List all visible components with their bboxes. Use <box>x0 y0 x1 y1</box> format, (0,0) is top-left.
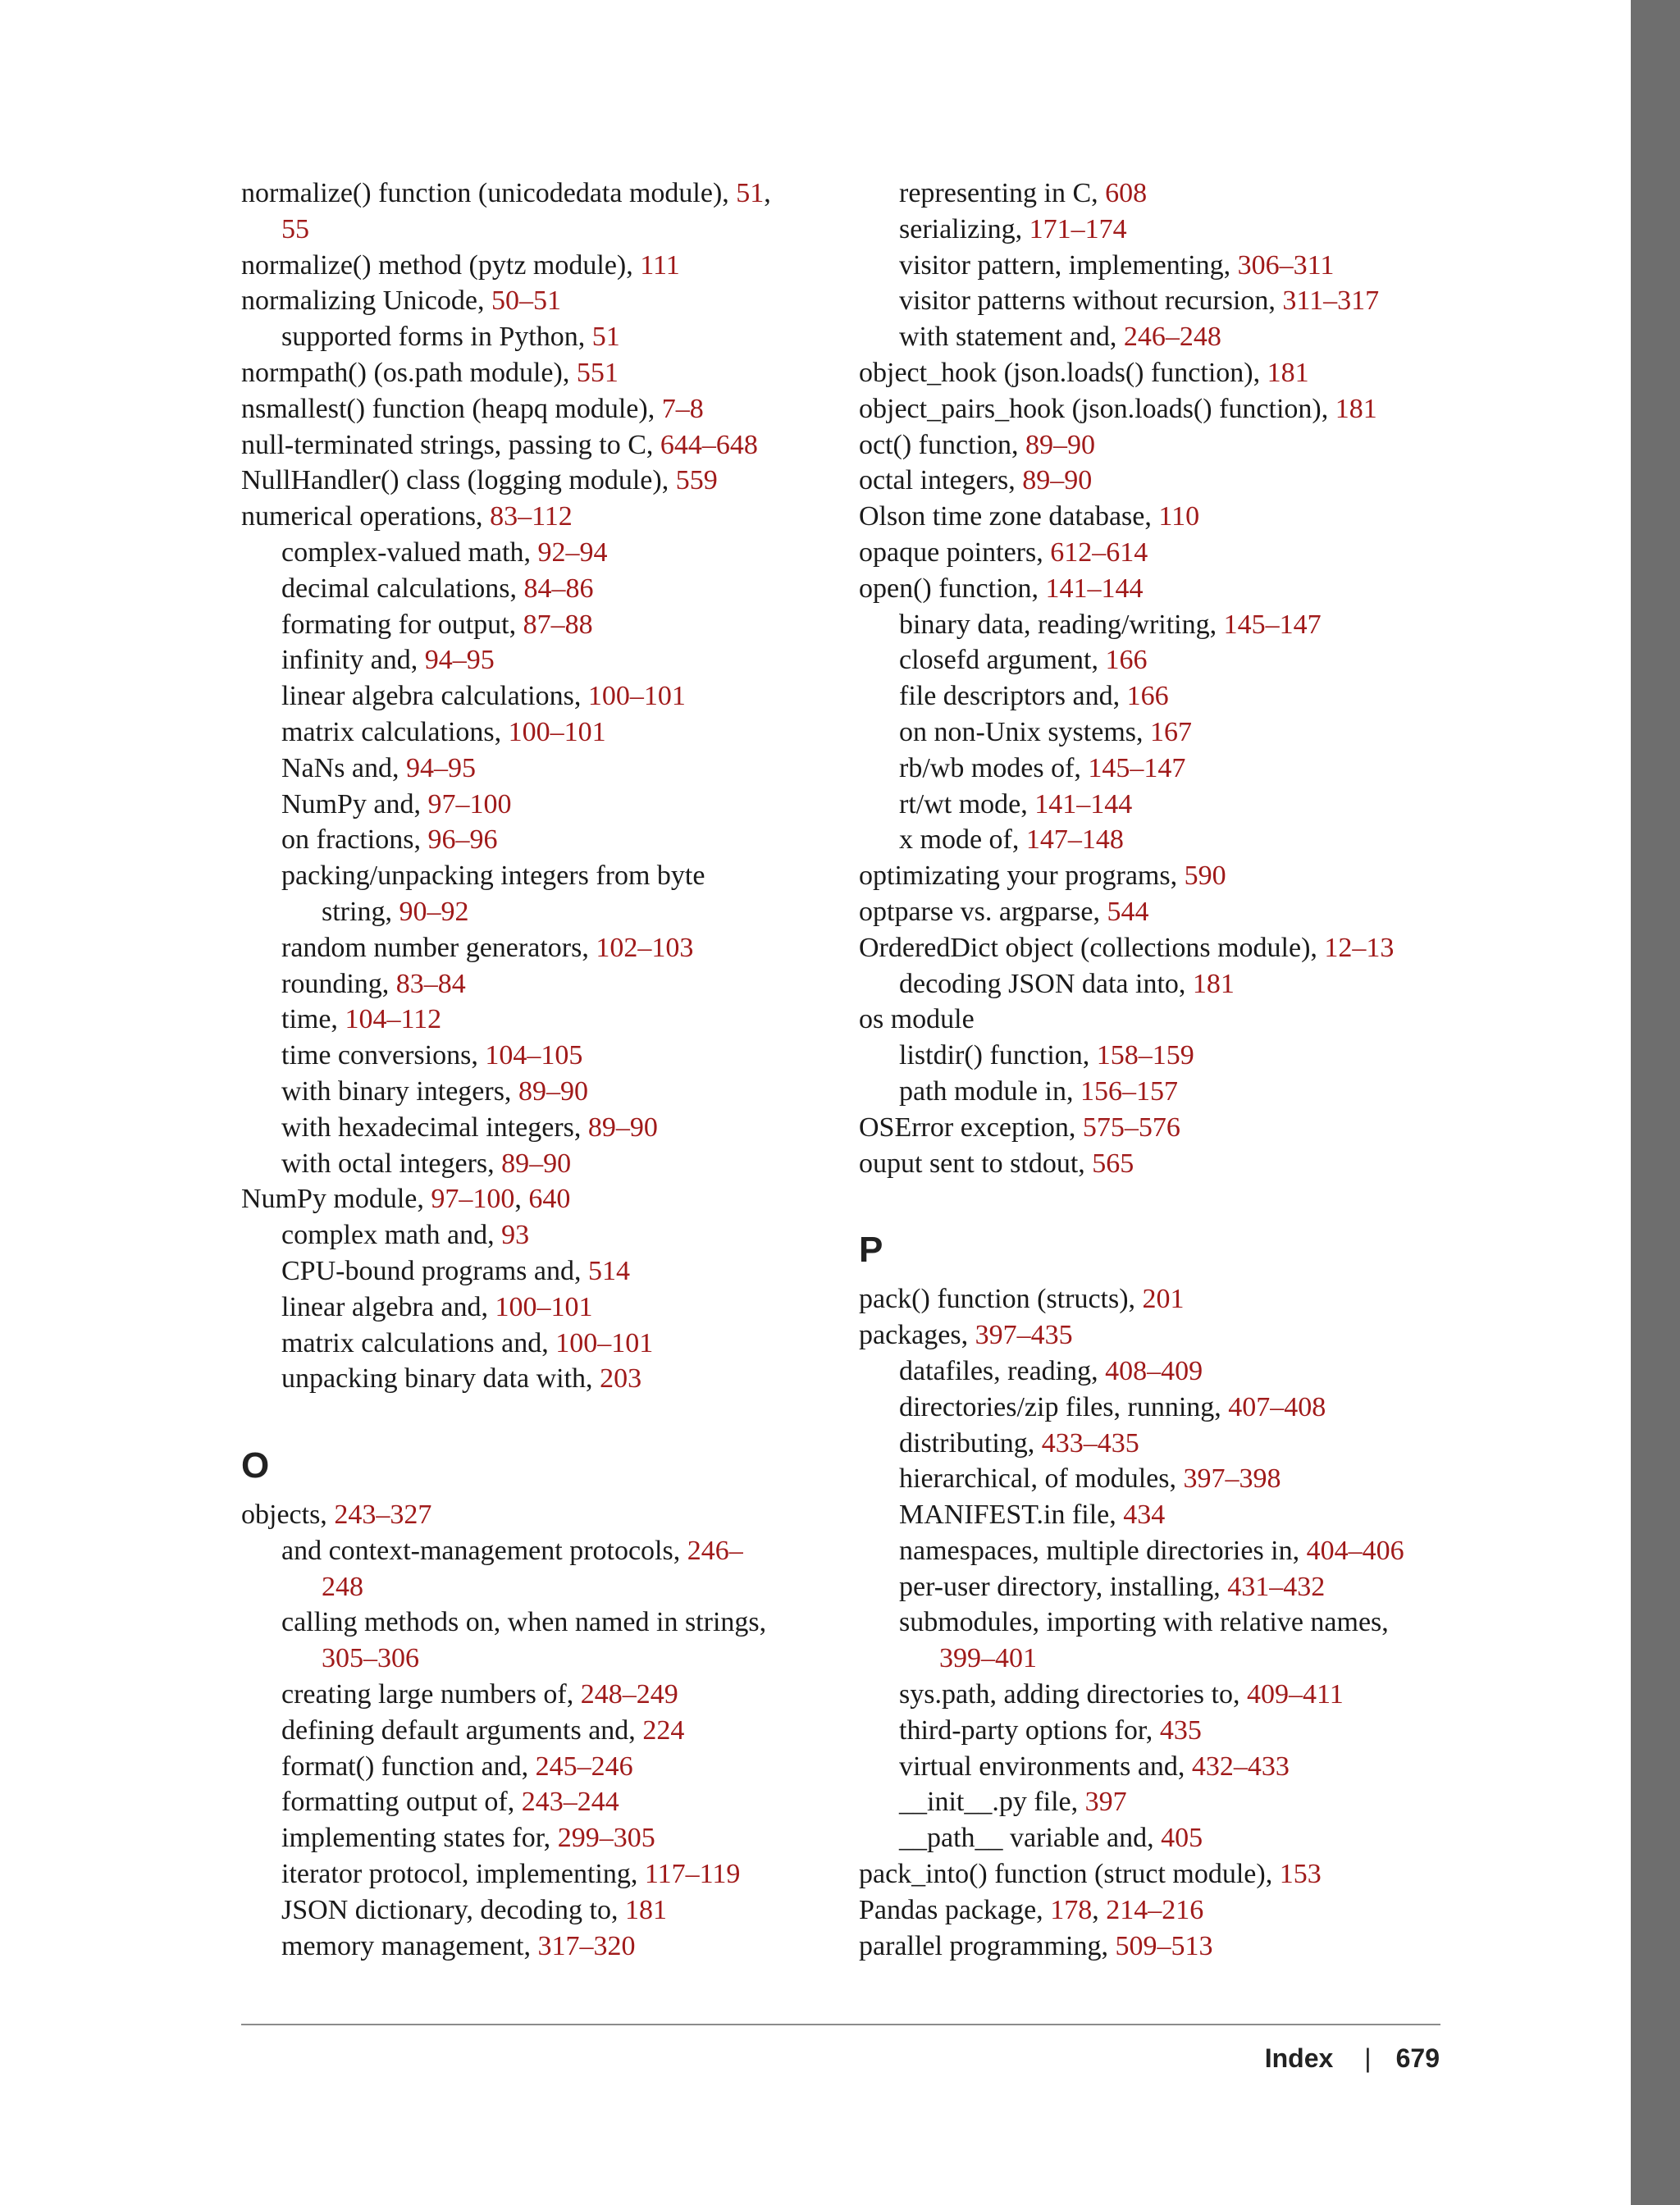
page-reference-link[interactable]: 90–92 <box>399 896 469 927</box>
index-entry <box>241 930 832 966</box>
index-term: per-user directory, installing, <box>899 1571 1228 1602</box>
index-entry <box>241 642 832 678</box>
page-reference-link[interactable]: 575–576 <box>1082 1112 1180 1143</box>
index-entry <box>241 1002 832 1038</box>
page-reference-link[interactable]: 311–317 <box>1282 285 1380 317</box>
index-entry <box>859 463 1466 499</box>
page-reference-link[interactable]: 117–119 <box>644 1859 741 1890</box>
index-entry <box>241 1110 832 1146</box>
index-term: normalize() method (pytz module), <box>241 249 641 281</box>
page-reference-link[interactable]: 404–406 <box>1306 1535 1404 1566</box>
page-reference-link[interactable]: 89–90 <box>518 1075 588 1107</box>
index-entry <box>241 1217 832 1253</box>
index-entry <box>859 714 1466 751</box>
index-term: random number generators, <box>281 932 596 963</box>
page-reference-link[interactable]: 514 <box>587 1255 630 1286</box>
index-term: formatting output of, <box>281 1787 522 1818</box>
index-term: virtual environments and, <box>899 1751 1192 1782</box>
page-reference-link[interactable]: 87–88 <box>523 609 593 640</box>
page-reference-link[interactable]: 84–86 <box>523 573 594 604</box>
page-reference-link[interactable]: 248–249 <box>580 1679 678 1710</box>
page-reference-link[interactable]: 83–84 <box>395 968 466 999</box>
index-entry <box>241 535 832 571</box>
index-term: OrderedDict object (collections module), <box>859 932 1325 963</box>
index-entry <box>241 427 832 463</box>
index-entry <box>241 1784 832 1820</box>
index-term: and context-management protocols, <box>281 1535 687 1566</box>
index-term: complex-valued math, <box>281 536 538 568</box>
index-term: visitor patterns without recursion, <box>899 285 1283 317</box>
index-term: Olson time zone database, <box>859 501 1159 532</box>
page-reference-link[interactable]: 317–320 <box>537 1930 636 1961</box>
index-entry <box>859 427 1466 463</box>
index-term: implementing states for, <box>281 1823 558 1854</box>
index-term: visitor pattern, implementing, <box>899 249 1238 281</box>
index-term: format() function and, <box>281 1751 536 1782</box>
index-entry <box>241 248 832 284</box>
index-entry <box>241 894 832 930</box>
footer-section-label: Index <box>1264 2043 1334 2073</box>
index-term: representing in C, <box>899 178 1106 208</box>
index-entry <box>859 391 1466 427</box>
page-reference-link[interactable]: 141–144 <box>1045 573 1144 604</box>
page-reference-link[interactable]: 644–648 <box>660 429 758 460</box>
index-term: calling methods on, when named in strings, <box>281 1607 767 1638</box>
page-reference-link[interactable]: 100–101 <box>587 681 686 712</box>
page-reference-link[interactable]: 214–216 <box>1106 1894 1204 1925</box>
page-edge-bar <box>1631 0 1680 2205</box>
index-term: pack_into() function (struct module), <box>859 1859 1280 1890</box>
index-entry <box>859 1784 1466 1820</box>
index-entry <box>859 1605 1466 1641</box>
index-term: file descriptors and, <box>899 681 1127 712</box>
page-reference-link[interactable]: 434 <box>1123 1500 1166 1531</box>
index-term: linear algebra calculations, <box>281 681 588 712</box>
index-term: OSError exception, <box>859 1112 1083 1143</box>
index-entry <box>241 1929 832 1965</box>
index-entry <box>241 1605 832 1641</box>
index-entry <box>859 930 1466 966</box>
page-reference-link[interactable]: 50–51 <box>491 285 561 317</box>
index-term: string, <box>322 896 399 927</box>
page-reference-link[interactable]: 171–174 <box>1029 213 1127 244</box>
index-entry <box>859 607 1466 643</box>
index-entry: Pandas package, 178, 214–216 <box>859 1894 1204 1925</box>
page-reference-link[interactable]: 397–398 <box>1183 1463 1281 1495</box>
index-term: __path__ variable and, <box>899 1823 1162 1854</box>
page-reference-link[interactable]: 51 <box>736 178 765 208</box>
index-term: octal integers, <box>859 465 1023 496</box>
index-entry <box>859 1317 1466 1354</box>
index-entry <box>241 1677 832 1713</box>
index-term: Pandas package, <box>859 1894 1051 1925</box>
index-entry <box>859 283 1466 319</box>
index-term: parallel programming, <box>859 1930 1116 1961</box>
index-term: memory management, <box>281 1930 538 1961</box>
index-entry <box>859 571 1466 607</box>
page-reference-link[interactable]: 83–112 <box>490 501 573 532</box>
index-entry <box>241 607 832 643</box>
entry-trailing-punctuation: , <box>764 178 771 208</box>
index-entry <box>859 1074 1466 1110</box>
page-reference-link[interactable]: 432–433 <box>1191 1751 1290 1782</box>
page-reference-link[interactable]: 156–157 <box>1080 1075 1178 1107</box>
index-term: pack() function (structs), <box>859 1284 1143 1315</box>
index-entry <box>859 248 1466 284</box>
page-reference-link[interactable]: 243–244 <box>521 1787 619 1818</box>
page-reference-link[interactable]: 153 <box>1279 1859 1322 1890</box>
page-reference-link[interactable]: 94–95 <box>424 645 495 676</box>
index-entry <box>241 176 832 212</box>
page-reference-link[interactable]: 409–411 <box>1246 1679 1344 1710</box>
page-reference-link[interactable]: 246–248 <box>1123 322 1221 353</box>
index-column-left <box>241 176 832 1964</box>
page-reference-link[interactable]: 559 <box>675 465 718 496</box>
index-entry <box>241 678 832 714</box>
page-reference-link[interactable]: 405 <box>1161 1823 1203 1854</box>
index-entry <box>859 319 1466 355</box>
index-term: with octal integers, <box>281 1148 502 1179</box>
index-entry <box>859 1749 1466 1785</box>
index-term: JSON dictionary, decoding to, <box>281 1894 625 1925</box>
index-entry <box>241 1253 832 1290</box>
page-reference-link[interactable]: 141–144 <box>1034 788 1133 819</box>
index-term: object_pairs_hook (json.loads() function), <box>859 393 1335 424</box>
page-reference-link[interactable]: 397 <box>1084 1787 1127 1818</box>
index-term: null-terminated strings, passing to C, <box>241 429 660 460</box>
page-reference-link[interactable]: 565 <box>1092 1148 1134 1179</box>
page-reference-link[interactable]: 608 <box>1105 178 1148 208</box>
index-term: infinity and, <box>281 645 425 676</box>
index-term: supported forms in Python, <box>281 322 592 353</box>
index-term: namespaces, multiple directories in, <box>899 1535 1307 1566</box>
page-reference-link[interactable]: 93 <box>501 1220 530 1251</box>
index-entry <box>241 571 832 607</box>
page-reference-link[interactable]: 89–90 <box>1025 429 1095 460</box>
index-entry <box>859 894 1466 930</box>
page-reference-link[interactable]: 166 <box>1126 681 1169 712</box>
index-entry <box>859 858 1466 894</box>
page-reference-link[interactable]: 245–246 <box>535 1751 633 1782</box>
page-reference-link[interactable]: 201 <box>1142 1284 1185 1315</box>
index-entry <box>859 1146 1466 1182</box>
footer-rule <box>241 2024 1440 2025</box>
index-term: unpacking binary data with, <box>281 1363 600 1395</box>
index-entry <box>859 1641 1466 1677</box>
index-term: third-party options for, <box>899 1714 1160 1746</box>
index-term: opaque pointers, <box>859 536 1051 568</box>
index-term: decimal calculations, <box>281 573 524 604</box>
index-term: __init__.py file, <box>899 1787 1085 1818</box>
index-term: path module in, <box>899 1075 1080 1107</box>
index-term: sys.path, adding directories to, <box>899 1679 1247 1710</box>
index-entry <box>859 678 1466 714</box>
page-reference-link[interactable]: 299–305 <box>557 1823 655 1854</box>
page-reference-link[interactable]: 203 <box>600 1363 642 1395</box>
index-term: normalize() function (unicodedata module), <box>241 178 737 208</box>
index-term: NumPy module, <box>241 1184 431 1215</box>
index-term: submodules, importing with relative names, <box>899 1607 1389 1638</box>
index-term: closefd argument, <box>899 645 1106 676</box>
page-reference-link[interactable]: 248 <box>322 1571 363 1602</box>
index-entry <box>859 822 1466 858</box>
index-entry <box>859 1426 1466 1462</box>
index-entry <box>859 1497 1466 1533</box>
index-term: complex math and, <box>281 1220 502 1251</box>
index-term: objects, <box>241 1500 335 1531</box>
page-reference-link[interactable]: 408–409 <box>1105 1355 1203 1386</box>
index-entry <box>241 1074 832 1110</box>
index-entry <box>859 751 1466 787</box>
index-entry <box>859 535 1466 571</box>
index-term: optimizating your programs, <box>859 861 1185 892</box>
page-reference-link[interactable]: 590 <box>1184 861 1226 892</box>
index-term: distributing, <box>899 1427 1042 1459</box>
page-reference-link[interactable]: 178 <box>1050 1894 1093 1925</box>
page-reference-link[interactable]: 97–100 <box>427 788 512 819</box>
index-term: MANIFEST.in file, <box>899 1500 1124 1531</box>
index-entry <box>241 714 832 751</box>
index-entry <box>859 1281 1466 1317</box>
page-reference-link[interactable]: 97–100 <box>431 1184 515 1215</box>
page-reference-link[interactable]: 224 <box>642 1714 685 1746</box>
index-term: normalizing Unicode, <box>241 285 491 317</box>
page-reference-link[interactable]: 145–147 <box>1223 609 1322 640</box>
page-reference-link[interactable]: 397–435 <box>975 1320 1073 1351</box>
page-reference-link[interactable]: 104–112 <box>345 1004 442 1035</box>
index-term: optparse vs. argparse, <box>859 896 1107 927</box>
index-entry <box>859 499 1466 535</box>
index-entry <box>241 787 832 823</box>
page-number: 679 <box>1395 2043 1440 2073</box>
page-reference-link[interactable]: 433–435 <box>1041 1427 1139 1459</box>
index-term: binary data, reading/writing, <box>899 609 1224 640</box>
index-entry <box>241 966 832 1002</box>
index-entry <box>241 1326 832 1362</box>
page-reference-link[interactable]: 305–306 <box>322 1643 419 1674</box>
index-term: time, <box>281 1004 345 1035</box>
page-reference-link[interactable]: 181 <box>1192 968 1235 999</box>
index-term: oct() function, <box>859 429 1025 460</box>
index-entry <box>859 1677 1466 1713</box>
index-entry <box>859 1354 1466 1390</box>
index-entry <box>241 319 832 355</box>
index-entry <box>859 1569 1466 1605</box>
index-term: nsmallest() function (heapq module), <box>241 393 662 424</box>
page-reference-link[interactable]: 7–8 <box>661 393 704 424</box>
index-term: with statement and, <box>899 322 1124 353</box>
index-entry <box>241 858 832 894</box>
index-entry <box>241 1497 832 1533</box>
page-reference-link[interactable]: 147–148 <box>1025 824 1124 856</box>
index-section-letter: P <box>859 1230 883 1271</box>
index-term: on fractions, <box>281 824 428 856</box>
index-term: packages, <box>859 1320 975 1351</box>
page-reference-link[interactable]: 181 <box>624 1894 667 1925</box>
index-entry <box>859 1390 1466 1426</box>
index-entry <box>859 966 1466 1002</box>
index-term: linear algebra and, <box>281 1291 495 1322</box>
index-entry <box>241 1820 832 1856</box>
index-entry <box>241 751 832 787</box>
page-reference-link[interactable]: 89–90 <box>501 1148 572 1179</box>
index-term: on non-Unix systems, <box>899 716 1150 747</box>
index-entry <box>859 1461 1466 1497</box>
index-term: hierarchical, of modules, <box>899 1463 1184 1495</box>
index-term: x mode of, <box>899 824 1026 856</box>
index-entry <box>241 1361 832 1397</box>
index-entry <box>859 176 1466 212</box>
page-reference-link[interactable]: 544 <box>1107 896 1149 927</box>
index-entry <box>241 822 832 858</box>
page-reference-link[interactable]: 181 <box>1335 393 1377 424</box>
index-entry <box>241 1038 832 1074</box>
page-reference-link[interactable]: 181 <box>1267 357 1309 388</box>
index-term: with hexadecimal integers, <box>281 1112 588 1143</box>
index-term: open() function, <box>859 573 1046 604</box>
index-entry <box>859 642 1466 678</box>
page-reference-link[interactable]: 640 <box>528 1184 571 1215</box>
index-term: matrix calculations, <box>281 716 509 747</box>
page-reference-link[interactable]: 89–90 <box>1022 465 1093 496</box>
index-entry <box>241 1569 832 1605</box>
page-reference-link[interactable]: 111 <box>640 249 680 281</box>
index-entry <box>241 212 832 248</box>
index-term: NullHandler() class (logging module), <box>241 465 676 496</box>
page-reference-link[interactable]: 100–101 <box>508 716 606 747</box>
index-term: numerical operations, <box>241 501 491 532</box>
index-entry <box>241 463 832 499</box>
page-reference-link[interactable]: 243–327 <box>334 1500 432 1531</box>
index-term: rt/wt mode, <box>899 788 1035 819</box>
index-entry <box>859 1110 1466 1146</box>
page-reference-link[interactable]: 89–90 <box>587 1112 658 1143</box>
page-reference-link[interactable]: 110 <box>1158 501 1200 532</box>
index-term: creating large numbers of, <box>281 1679 581 1710</box>
page-reference-link[interactable]: 100–101 <box>555 1327 654 1358</box>
index-term: serializing, <box>899 213 1029 244</box>
index-entry <box>241 1146 832 1182</box>
index-term: ouput sent to stdout, <box>859 1148 1093 1179</box>
page-reference-link[interactable]: 100–101 <box>495 1291 593 1322</box>
page-reference-link[interactable]: 435 <box>1159 1714 1202 1746</box>
page-reference-link[interactable]: 612–614 <box>1050 536 1148 568</box>
index-entry <box>241 1533 832 1569</box>
page-reference-link[interactable]: 509–513 <box>1115 1930 1213 1961</box>
index-term: listdir() function, <box>899 1040 1097 1071</box>
page-reference-link[interactable]: 94–95 <box>406 752 477 783</box>
index-entry <box>859 1856 1466 1892</box>
index-entry <box>241 1290 832 1326</box>
index-entry <box>241 391 832 427</box>
index-entry: NumPy module, 97–100, 640 <box>241 1184 571 1215</box>
page-reference-link[interactable]: 306–311 <box>1237 249 1335 281</box>
page-reference-link[interactable]: 96–96 <box>427 824 498 856</box>
index-term: NaNs and, <box>281 752 407 783</box>
index-term: formating for output, <box>281 609 523 640</box>
page-reference-link[interactable]: 145–147 <box>1088 752 1186 783</box>
index-term: packing/unpacking integers from byte <box>281 861 705 892</box>
page-reference-link[interactable]: 104–105 <box>485 1040 583 1071</box>
page-footer <box>1265 2043 1440 2074</box>
index-term: with binary integers, <box>281 1075 518 1107</box>
index-entry <box>241 1641 832 1677</box>
index-term: decoding JSON data into, <box>899 968 1193 999</box>
index-term: rounding, <box>281 968 396 999</box>
index-term: matrix calculations and, <box>281 1327 556 1358</box>
index-entry <box>859 1038 1466 1074</box>
page-reference-link[interactable]: 55 <box>281 213 309 244</box>
page-reference-link[interactable]: 92–94 <box>537 536 608 568</box>
index-term: CPU-bound programs and, <box>281 1255 588 1286</box>
page-reference-link[interactable]: 102–103 <box>596 932 694 963</box>
page-reference-link[interactable]: 167 <box>1150 716 1192 747</box>
index-entry <box>241 1892 832 1929</box>
index-entry <box>859 212 1466 248</box>
index-term: defining default arguments and, <box>281 1714 643 1746</box>
page-reference-link[interactable]: 12–13 <box>1324 932 1395 963</box>
page-reference-link[interactable]: 431–432 <box>1227 1571 1326 1602</box>
index-entry <box>859 1820 1466 1856</box>
index-term: rb/wb modes of, <box>899 752 1089 783</box>
index-term: object_hook (json.loads() function), <box>859 357 1267 388</box>
page-reference-link[interactable]: 407–408 <box>1228 1391 1326 1422</box>
index-term: datafiles, reading, <box>899 1355 1106 1386</box>
index-column-right <box>859 176 1466 1964</box>
index-entry <box>241 1713 832 1749</box>
index-section-letter: O <box>241 1445 270 1486</box>
index-entry <box>241 355 832 391</box>
index-entry <box>859 1929 1466 1965</box>
index-entry <box>241 1856 832 1892</box>
index-term: iterator protocol, implementing, <box>281 1859 645 1890</box>
index-term: normpath() (os.path module), <box>241 357 577 388</box>
index-entry <box>241 499 832 535</box>
index-term: time conversions, <box>281 1040 486 1071</box>
page-reference-link[interactable]: 246– <box>687 1535 743 1566</box>
index-entry <box>859 787 1466 823</box>
index-entry <box>859 355 1466 391</box>
index-entry <box>241 1749 832 1785</box>
index-entry <box>859 1533 1466 1569</box>
page-reference-link[interactable]: 158–159 <box>1096 1040 1194 1071</box>
page-reference-link[interactable]: 551 <box>576 357 619 388</box>
index-entry <box>859 1713 1466 1749</box>
index-term: NumPy and, <box>281 788 428 819</box>
index-term: os module <box>859 1004 975 1035</box>
page-reference-link[interactable]: 51 <box>591 322 620 353</box>
index-entry <box>859 1002 1466 1038</box>
index-term: directories/zip files, running, <box>899 1391 1229 1422</box>
index-entry <box>241 283 832 319</box>
footer-separator: | <box>1364 2043 1372 2073</box>
page-reference-link[interactable]: 166 <box>1105 645 1148 676</box>
page-reference-link[interactable]: 399–401 <box>939 1643 1037 1674</box>
